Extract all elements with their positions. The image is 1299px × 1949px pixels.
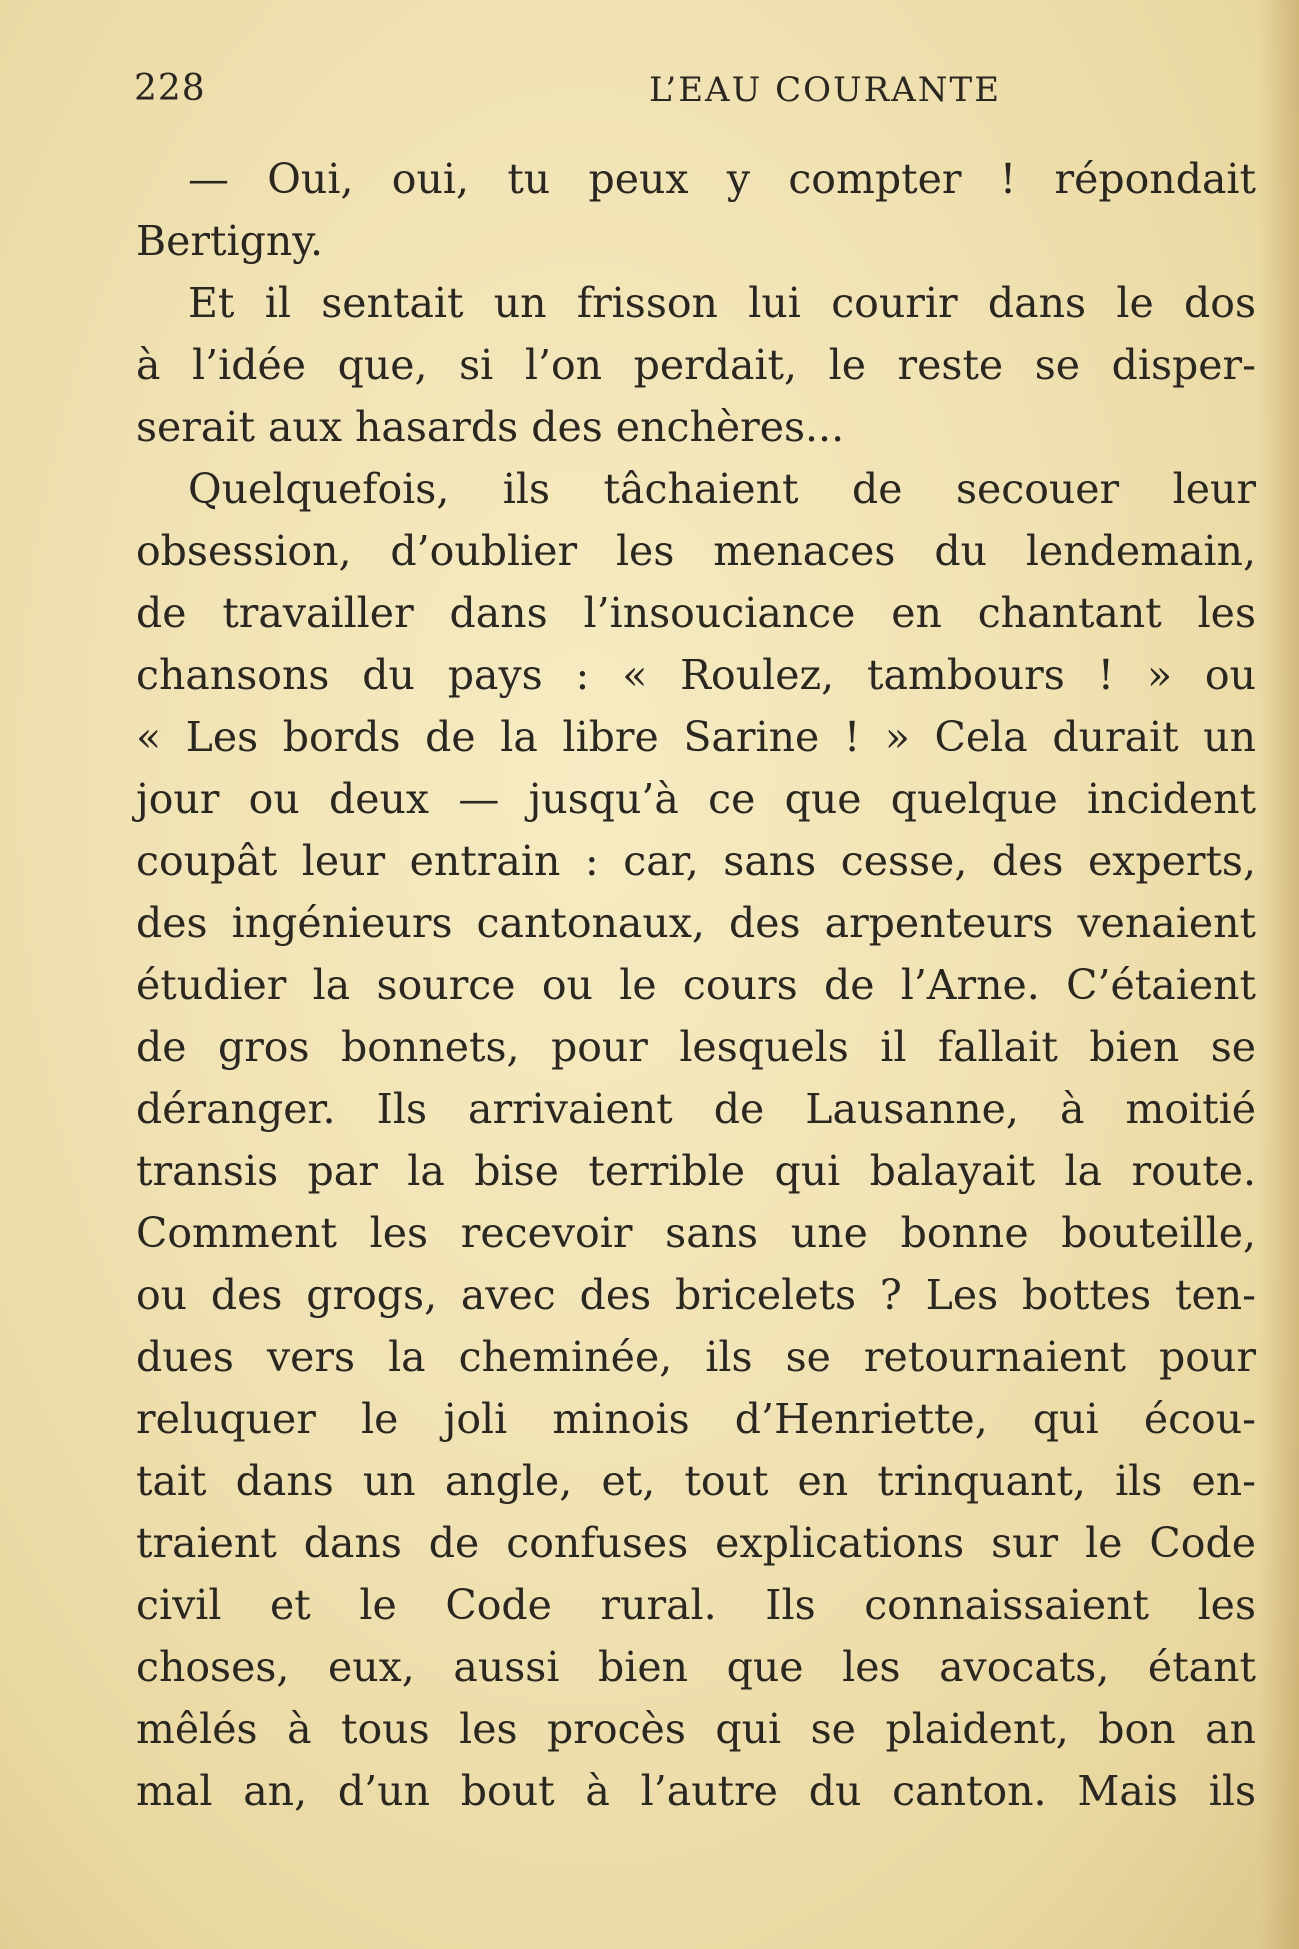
text-line: tait dans un angle, et, tout en trinquant, ils en- [136, 1457, 1256, 1505]
text-line: mal an, d’un bout à l’autre du canton. Mais ils [136, 1767, 1256, 1815]
text-line: Bertigny. [136, 217, 323, 265]
text-line: traient dans de confuses explications sur le Code [136, 1519, 1256, 1567]
text-line: coupât leur entrain : car, sans cesse, des experts, [136, 837, 1256, 885]
text-line: étudier la source ou le cours de l’Arne. C’étaient [136, 961, 1256, 1009]
page-edge-shadow [1259, 0, 1299, 1949]
text-line: de travailler dans l’insouciance en chantant les [136, 589, 1256, 637]
page-header [134, 68, 1264, 118]
text-line: serait aux hasards des enchères... [136, 403, 845, 451]
running-title: L’EAU COURANTE [649, 70, 1002, 110]
text-line: reluquer le joli minois d’Henriette, qui écou- [136, 1395, 1256, 1443]
text-line: déranger. Ils arrivaient de Lausanne, à moitié [136, 1085, 1256, 1133]
page-number: 228 [134, 68, 206, 109]
text-line: Et il sentait un frisson lui courir dans le dos [188, 279, 1256, 327]
text-line: à l’idée que, si l’on perdait, le reste se disper- [136, 341, 1256, 389]
text-line: mêlés à tous les procès qui se plaident, bon an [136, 1705, 1256, 1753]
text-line: transis par la bise terrible qui balayait la route. [136, 1147, 1256, 1195]
text-line: des ingénieurs cantonaux, des arpenteurs venaient [136, 899, 1256, 947]
text-line: de gros bonnets, pour lesquels il fallait bien se [136, 1023, 1256, 1071]
text-line: obsession, d’oublier les menaces du lendemain, [136, 527, 1256, 575]
text-line: Comment les recevoir sans une bonne bouteille, [136, 1209, 1256, 1257]
text-line: choses, eux, aussi bien que les avocats, étant [136, 1643, 1256, 1691]
text-line: dues vers la cheminée, ils se retournaient pour [136, 1333, 1256, 1381]
text-line: chansons du pays : « Roulez, tambours ! » ou [136, 651, 1256, 699]
text-line: ou des grogs, avec des bricelets ? Les bottes ten- [136, 1271, 1256, 1319]
text-line: « Les bords de la libre Sarine ! » Cela durait un [136, 713, 1256, 761]
text-line: civil et le Code rural. Ils connaissaient les [136, 1581, 1256, 1629]
text-line: jour ou deux — jusqu’à ce que quelque incident [136, 775, 1256, 823]
text-line: Quelquefois, ils tâchaient de secouer leur [188, 465, 1256, 513]
text-line: — Oui, oui, tu peux y compter ! répondait [188, 155, 1256, 203]
body-text [136, 148, 1256, 1822]
